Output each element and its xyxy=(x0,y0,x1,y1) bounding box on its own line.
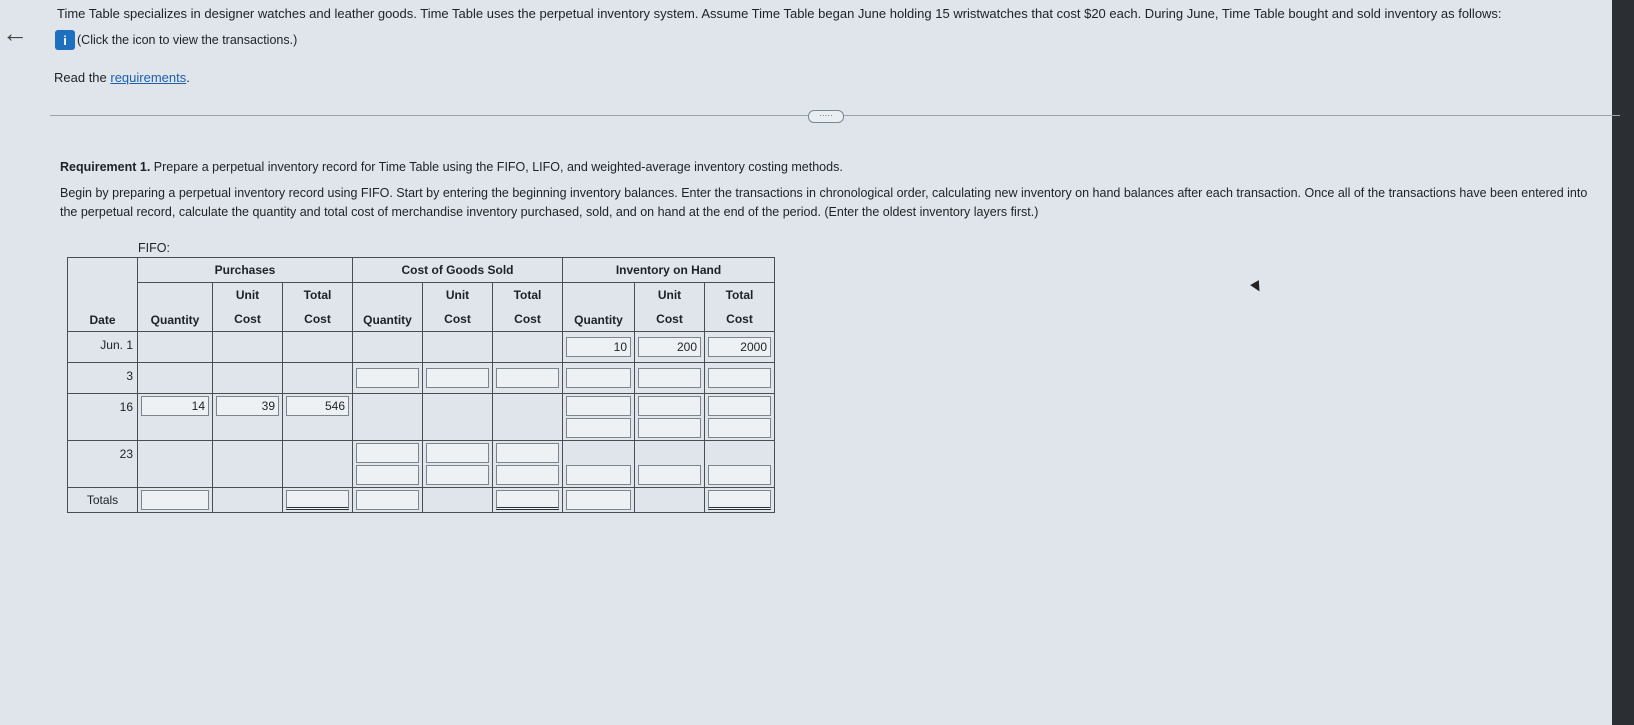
pur-unit-cell xyxy=(213,394,283,441)
header-inv-cost: Cost xyxy=(635,307,705,332)
pur-quantity-cell xyxy=(138,441,213,488)
header-inv-total-cost: Cost xyxy=(705,307,775,332)
inv-unit-cell xyxy=(635,363,705,394)
pur-total-cell xyxy=(283,394,353,441)
header-cogs-unit: Unit xyxy=(423,283,493,308)
totals-row xyxy=(68,488,775,513)
cogs-total-cell xyxy=(493,394,563,441)
inv-unit-cell xyxy=(635,441,705,488)
requirements-link[interactable]: requirements xyxy=(110,70,187,85)
pur-quantity-cell xyxy=(138,363,213,394)
cogs-unit-cell xyxy=(423,332,493,363)
date-cell: Jun. 1 xyxy=(68,332,138,363)
header-pur-quantity xyxy=(138,283,213,332)
read-requirements xyxy=(54,70,190,85)
cogs-unit-total-cell xyxy=(423,488,493,513)
header-purchases: Purchases xyxy=(138,258,353,283)
inv-total-cost-input[interactable] xyxy=(708,368,771,388)
pur-total-cost-input[interactable]: 546 xyxy=(286,396,349,416)
inv-unit-cell xyxy=(635,332,705,363)
inv-total-cost-input[interactable]: 2000 xyxy=(708,337,771,357)
cogs-cost-total-cell xyxy=(493,488,563,513)
header-date-label: Date xyxy=(89,313,116,327)
header-cogs-total-cost: Cost xyxy=(493,307,563,332)
cogs-quantity-cell xyxy=(353,394,423,441)
inv-unit-total-cell xyxy=(635,488,705,513)
cogs-total-cost-input[interactable] xyxy=(496,368,559,388)
header-cogs-total: Total xyxy=(493,283,563,308)
cogs-total-cell xyxy=(493,441,563,488)
header-inv-total: Total xyxy=(705,283,775,308)
inv-unit-cost-input[interactable]: 200 xyxy=(638,337,701,357)
header-inv-unit: Unit xyxy=(635,283,705,308)
expand-button[interactable]: ····· xyxy=(808,110,844,123)
header-pur-total-cost: Cost xyxy=(283,307,353,332)
cogs-total-cost-input[interactable] xyxy=(496,443,559,463)
pur-total-cell xyxy=(283,363,353,394)
pur-cost-total-input[interactable] xyxy=(286,490,349,510)
transactions-line xyxy=(55,30,297,50)
header-cogs-quantity-label: Quantity xyxy=(363,313,412,327)
header-pur-unit: Unit xyxy=(213,283,283,308)
problem-intro: Time Table specializes in designer watches and leather goods. Time Table uses the perpetual inventory system. Assume Time Table began June holding 15 wristwatches that cost $20 each. During June, Time Table bought and sold inventory as follows: xyxy=(57,6,1502,21)
cogs-quantity-total-input[interactable] xyxy=(356,490,419,510)
cogs-cost-total-input[interactable] xyxy=(496,490,559,510)
table-row xyxy=(68,363,775,394)
pur-unit-cell xyxy=(213,441,283,488)
inv-unit-cell xyxy=(635,394,705,441)
date-cell: 23 xyxy=(68,441,138,488)
pur-unit-cell xyxy=(213,332,283,363)
fifo-inventory-table xyxy=(67,257,775,513)
pur-cost-total-cell xyxy=(283,488,353,513)
header-inv-quantity-label: Quantity xyxy=(574,313,623,327)
header-pur-quantity-label: Quantity xyxy=(150,313,200,327)
requirement-1 xyxy=(60,160,843,174)
inv-quantity-cell xyxy=(563,441,635,488)
pur-quantity-total-cell xyxy=(138,488,213,513)
inv-unit-cost-input[interactable] xyxy=(638,368,701,388)
header-inv-quantity xyxy=(563,283,635,332)
inv-total-cell xyxy=(705,441,775,488)
inv-quantity-total-cell xyxy=(563,488,635,513)
cogs-unit-cost-input[interactable] xyxy=(426,465,489,485)
fifo-label: FIFO: xyxy=(138,241,170,255)
totals-label: Totals xyxy=(68,488,138,513)
inv-cost-total-input[interactable] xyxy=(708,490,771,510)
table-row xyxy=(68,394,775,441)
inv-total-cell xyxy=(705,332,775,363)
cogs-total-cell xyxy=(493,332,563,363)
pur-unit-cell xyxy=(213,363,283,394)
inv-total-cell xyxy=(705,363,775,394)
inv-quantity-cell xyxy=(563,394,635,441)
cogs-unit-cost-input[interactable] xyxy=(426,368,489,388)
pur-quantity-cell xyxy=(138,332,213,363)
req1-label: Requirement 1. xyxy=(60,160,151,174)
table-row xyxy=(68,332,775,363)
cogs-quantity-input[interactable] xyxy=(356,443,419,463)
back-arrow-icon[interactable]: ← xyxy=(2,18,28,48)
header-inventory: Inventory on Hand xyxy=(563,258,775,283)
cogs-unit-cell xyxy=(423,441,493,488)
instructions: Begin by preparing a perpetual inventory record using FIFO. Start by entering the beginning inventory balances. Enter the transactions in chronological order, calculating new inventory on hand balances after each transaction. Once all of the transactions have been entered into the perpetual record, calculate the quantity and total cost of merchandise inventory purchased, sold, and on hand at the end of the period. (Enter the oldest inventory layers first.) xyxy=(60,186,1588,219)
inv-total-cost-input[interactable] xyxy=(708,418,771,438)
pur-quantity-input[interactable]: 14 xyxy=(141,396,209,416)
cogs-unit-cell xyxy=(423,363,493,394)
cogs-quantity-input[interactable] xyxy=(356,465,419,485)
inv-quantity-input[interactable] xyxy=(566,418,631,438)
table-row xyxy=(68,441,775,488)
inv-quantity-input[interactable]: 10 xyxy=(566,337,631,357)
inv-quantity-input[interactable] xyxy=(566,465,631,485)
req1-text: Prepare a perpetual inventory record for Time Table using the FIFO, LIFO, and weighted-average inventory costing methods. xyxy=(150,160,843,174)
header-date xyxy=(68,258,138,332)
cogs-unit-cell xyxy=(423,394,493,441)
inv-total-cost-input[interactable] xyxy=(708,465,771,485)
inv-quantity-total-input[interactable] xyxy=(566,490,631,510)
mouse-cursor-icon xyxy=(1250,280,1264,294)
pur-unit-cost-input[interactable]: 39 xyxy=(216,396,279,416)
cogs-quantity-cell xyxy=(353,441,423,488)
cogs-quantity-input[interactable] xyxy=(356,368,419,388)
pur-total-cell xyxy=(283,441,353,488)
screen-edge xyxy=(1612,0,1634,725)
icon-instruction: (Click the icon to view the transactions.) xyxy=(77,33,298,47)
cogs-total-cell xyxy=(493,363,563,394)
read-prefix: Read the xyxy=(54,70,111,85)
info-icon[interactable]: i xyxy=(55,30,75,50)
inv-unit-cost-input[interactable] xyxy=(638,418,701,438)
cogs-quantity-cell xyxy=(353,332,423,363)
read-suffix: . xyxy=(186,70,190,85)
header-cogs: Cost of Goods Sold xyxy=(353,258,563,283)
inv-unit-cost-input[interactable] xyxy=(638,396,701,416)
header-cogs-cost: Cost xyxy=(423,307,493,332)
cogs-quantity-cell xyxy=(353,363,423,394)
inv-total-cell xyxy=(705,394,775,441)
inv-quantity-cell xyxy=(563,332,635,363)
header-cogs-quantity xyxy=(353,283,423,332)
cogs-total-cost-input[interactable] xyxy=(496,465,559,485)
cogs-quantity-total-cell xyxy=(353,488,423,513)
pur-quantity-cell xyxy=(138,394,213,441)
header-pur-total: Total xyxy=(283,283,353,308)
cogs-unit-cost-input[interactable] xyxy=(426,443,489,463)
pur-unit-total-cell xyxy=(213,488,283,513)
date-cell: 3 xyxy=(68,363,138,394)
inv-quantity-cell xyxy=(563,363,635,394)
inv-unit-cost-input[interactable] xyxy=(638,465,701,485)
pur-total-cell xyxy=(283,332,353,363)
inv-cost-total-cell xyxy=(705,488,775,513)
inv-total-cost-input[interactable] xyxy=(708,396,771,416)
pur-quantity-total-input[interactable] xyxy=(141,490,209,510)
header-pur-cost: Cost xyxy=(213,307,283,332)
inv-quantity-input[interactable] xyxy=(566,368,631,388)
inv-quantity-input[interactable] xyxy=(566,396,631,416)
date-cell: 16 xyxy=(68,394,138,441)
